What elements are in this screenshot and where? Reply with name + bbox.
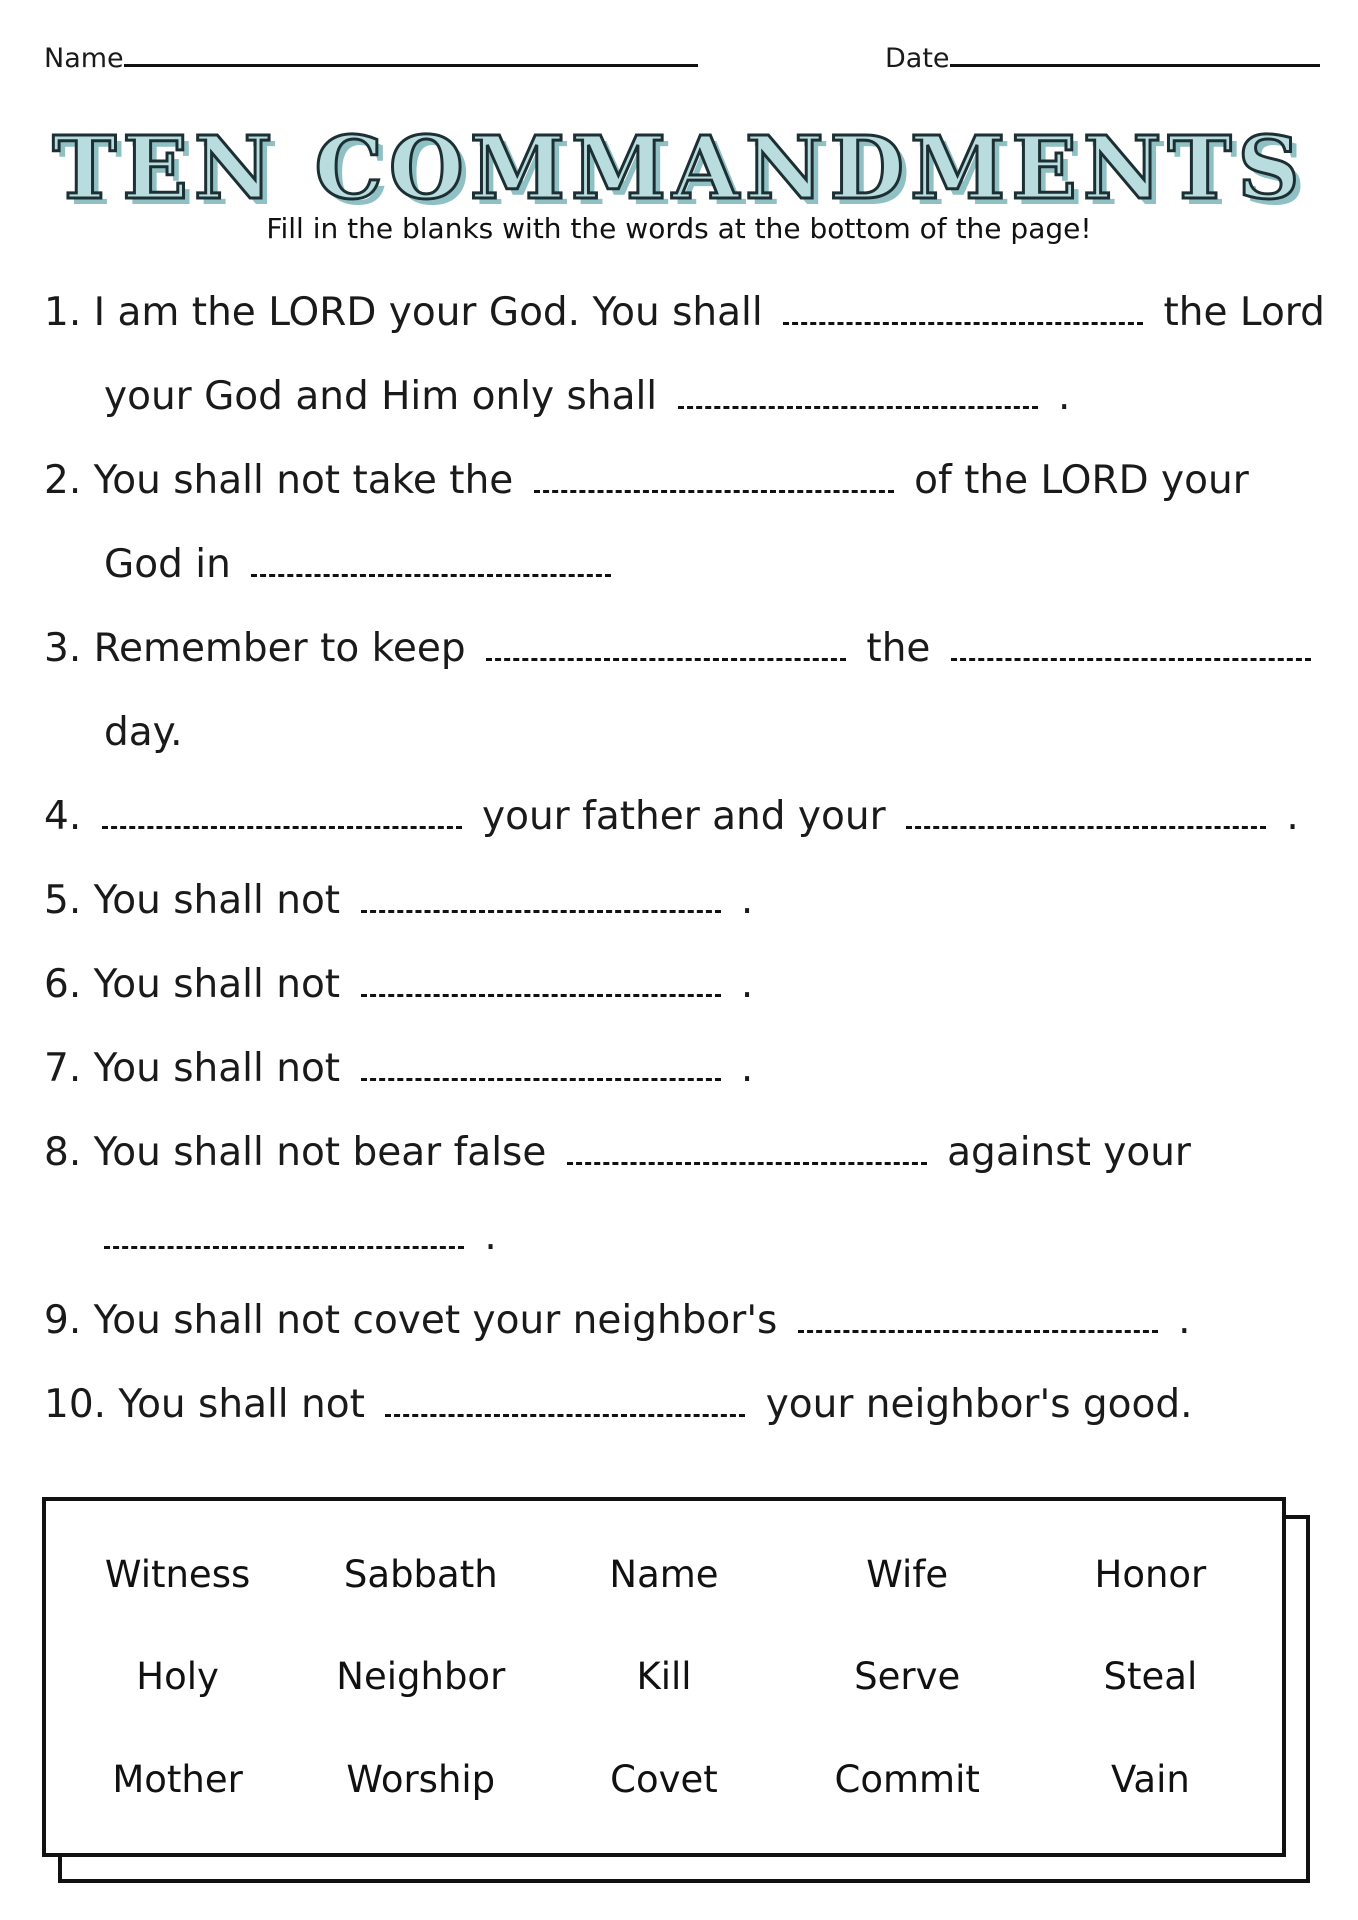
word-bank-item: Worship [346,1758,496,1802]
word-bank-item: Serve [854,1655,961,1699]
item-line: day. [104,710,183,755]
answer-blank[interactable] [102,796,462,829]
word-bank-item: Steal [1103,1655,1198,1699]
answer-blank[interactable] [567,1132,927,1165]
answer-blank[interactable] [798,1300,1158,1333]
word-bank-item: Name [609,1552,719,1596]
answer-blank[interactable] [783,292,1143,325]
item-line: 5. You shall not . [44,878,754,923]
word-bank-item: Sabbath [343,1552,498,1596]
word-bank-item: Kill [636,1655,692,1699]
word-bank-item: Holy [136,1655,219,1699]
word-bank-item: Covet [610,1758,718,1802]
answer-blank[interactable] [534,460,894,493]
word-bank-item: Witness [104,1552,251,1596]
instructions: Fill in the blanks with the words at the bottom of the page! [266,212,1092,245]
word-bank-item: Neighbor [336,1655,506,1699]
page-title: TEN COMMANDMENTS [52,118,1306,219]
word-bank-item: Honor [1094,1552,1207,1596]
item-line: . [104,1214,497,1259]
date-blank[interactable] [950,40,1320,67]
date-field[interactable] [885,40,1320,74]
date-label: Date [885,43,950,74]
answer-blank[interactable] [951,628,1311,661]
word-bank-item: Wife [866,1552,949,1596]
answer-blank[interactable] [361,964,721,997]
item-line: your God and Him only shall . [104,374,1071,419]
name-blank[interactable] [124,40,698,67]
item-line: 4. your father and your . [44,794,1299,839]
answer-blank[interactable] [104,1216,464,1249]
answer-blank[interactable] [678,376,1038,409]
answer-blank[interactable] [361,1048,721,1081]
word-bank [42,1497,1286,1857]
item-line: 8. You shall not bear false against your [44,1130,1191,1175]
word-bank-item: Commit [834,1758,980,1802]
answer-blank[interactable] [361,880,721,913]
item-line: 3. Remember to keep the [44,626,1319,671]
item-line: 9. You shall not covet your neighbor's . [44,1298,1191,1343]
item-line: 1. I am the LORD your God. You shall the Lord [44,290,1325,335]
name-label: Name [44,43,124,74]
item-line: 2. You shall not take the of the LORD your [44,458,1249,503]
item-line: 7. You shall not . [44,1046,754,1091]
word-bank-item: Vain [1110,1758,1190,1802]
answer-blank[interactable] [385,1384,745,1417]
item-line: God in [104,542,619,587]
answer-blank[interactable] [486,628,846,661]
item-line: 10. You shall not your neighbor's good. [44,1382,1193,1427]
answer-blank[interactable] [906,796,1266,829]
name-field[interactable] [44,40,698,74]
item-line: 6. You shall not . [44,962,754,1007]
word-bank-item: Mother [112,1758,243,1802]
answer-blank[interactable] [251,544,611,577]
